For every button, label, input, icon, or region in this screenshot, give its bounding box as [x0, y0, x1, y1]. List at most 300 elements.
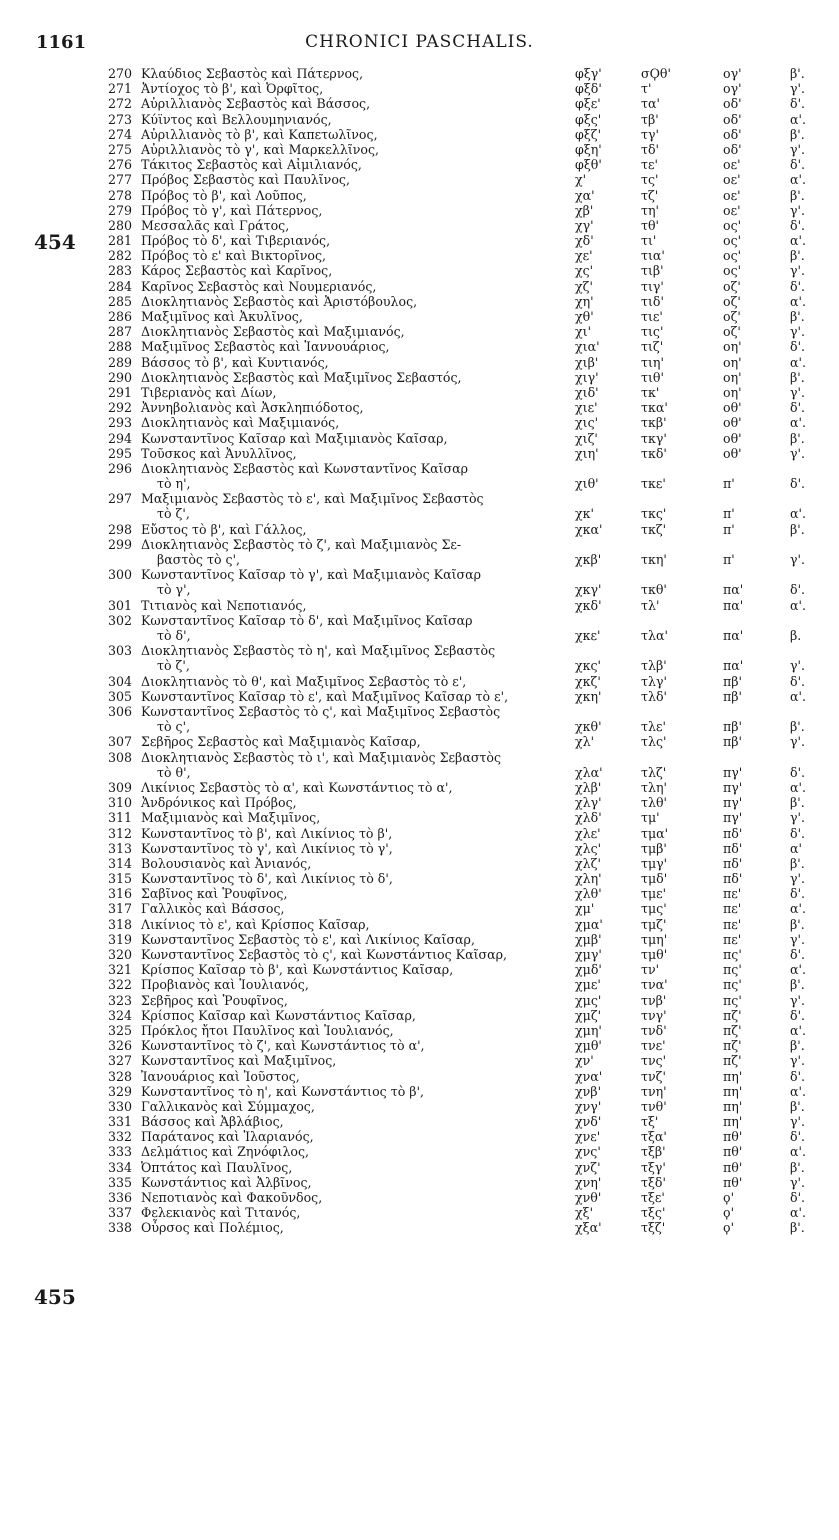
table-row	[0, 461, 839, 491]
consul-names	[141, 598, 571, 613]
indiction-numeral: γ'.	[790, 734, 805, 750]
olympiad-numeral: τκδ'	[641, 445, 667, 461]
table-row	[0, 1053, 839, 1068]
consul-names	[141, 294, 571, 309]
year-numeral: φξς'	[575, 111, 602, 127]
consul-names-line: Διοκλητιανὸς Σεβαστὸς τὸ ι', καὶ Μαξιμιανὸς Σεβαστὸς	[141, 749, 502, 765]
consul-names-line: Τιτιανὸς καὶ Νεποτιανός,	[141, 597, 307, 613]
table-row	[0, 446, 839, 461]
year-numeral: χμδ'	[575, 962, 602, 978]
cycle-numeral: πγ'	[723, 810, 743, 826]
entry-number: 310	[108, 795, 133, 811]
indiction-numeral: α'.	[790, 688, 806, 704]
year-numeral: χε'	[575, 248, 593, 264]
consul-names-line: Παράτανος καὶ Ἰλαριανός,	[141, 1129, 314, 1145]
olympiad-numeral: τι'	[641, 233, 657, 249]
cycle-numeral: πη'	[723, 1098, 743, 1114]
page-number: 1161	[36, 32, 87, 53]
consul-names-line: Γαλλικὸς καὶ Βάσσος,	[141, 901, 285, 917]
olympiad-numeral: τνε'	[641, 1038, 666, 1054]
olympiad-numeral: τμς'	[641, 901, 667, 917]
year-numeral: φξγ'	[575, 66, 602, 81]
table-row	[0, 947, 839, 962]
year-numeral: χη'	[575, 293, 594, 309]
table-row	[0, 324, 839, 339]
table-row	[0, 750, 839, 780]
indiction-numeral: α'.	[790, 597, 806, 613]
year-numeral: χλη'	[575, 871, 602, 887]
consul-names-line: Σαβῖνος καὶ Ῥουφῖνος,	[141, 886, 288, 902]
year-numeral: χα'	[575, 187, 595, 203]
table-row	[0, 1190, 839, 1205]
table-row	[0, 826, 839, 841]
consul-names-line: Κωνσταντῖνος τὸ η', καὶ Κωνστάντιος τὸ β',	[141, 1083, 425, 1099]
cycle-numeral: πη'	[723, 1083, 743, 1099]
indiction-numeral: β'.	[790, 1159, 805, 1175]
entry-number: 334	[108, 1159, 133, 1175]
indiction-numeral: α'.	[790, 1083, 806, 1099]
consul-names	[141, 962, 571, 977]
olympiad-numeral: τη'	[641, 202, 659, 218]
consul-names	[141, 446, 571, 461]
olympiad-numeral: τλ'	[641, 597, 660, 613]
cycle-numeral: π'	[723, 476, 735, 492]
indiction-numeral: β'.	[790, 719, 805, 735]
table-row	[0, 1008, 839, 1023]
consul-names-line: Αὐριλλιανὸς τὸ β', καὶ Καπετωλῖνος,	[141, 126, 378, 142]
olympiad-numeral: τλε'	[641, 719, 666, 735]
year-numeral: χλς'	[575, 840, 602, 856]
year-numeral: χλε'	[575, 825, 601, 841]
year-numeral: χν'	[575, 1053, 594, 1069]
cycle-numeral: οζ'	[723, 309, 741, 324]
year-numeral: χνγ'	[575, 1098, 602, 1114]
table-row	[0, 734, 839, 749]
consul-names-line: Κωνσταντῖνος τὸ β', καὶ Λικίνιος τὸ β',	[141, 825, 393, 841]
table-row	[0, 674, 839, 689]
consul-names-line: Κωνσταντῖνος Καῖσαρ καὶ Μαξιμιανὸς Καῖσαρ,	[141, 430, 448, 446]
entry-number: 316	[108, 886, 133, 902]
table-row	[0, 1175, 839, 1190]
consul-names	[141, 780, 571, 795]
consul-names-line: Διοκλητιανὸς Σεβαστὸς τὸ η', καὶ Μαξιμῖνος Σεβαστὸς	[141, 643, 496, 659]
entry-number: 293	[108, 415, 133, 431]
year-numeral: χλδ'	[575, 810, 602, 826]
entry-number: 277	[108, 172, 133, 188]
consul-names-line: Καρῖνος Σεβαστὸς καὶ Νουμεριανός,	[141, 278, 377, 294]
consul-names-line: Διοκλητιανὸς Σεβαστὸς τὸ ζ', καὶ Μαξιμιανὸς Σε-	[141, 536, 462, 552]
consul-names	[141, 810, 571, 825]
olympiad-numeral: τνα'	[641, 977, 668, 993]
consul-names-line: Γαλλικανὸς καὶ Σύμμαχος,	[141, 1098, 315, 1114]
indiction-numeral: α'.	[790, 111, 806, 127]
table-row	[0, 932, 839, 947]
consul-names	[141, 567, 571, 597]
olympiad-numeral: τδ'	[641, 141, 660, 157]
table-row	[0, 613, 839, 643]
entry-number: 330	[108, 1098, 133, 1114]
consul-names	[141, 81, 571, 96]
entry-number: 325	[108, 1022, 133, 1038]
table-row	[0, 233, 839, 248]
consul-names-line: Κωνσταντῖνος τὸ δ', καὶ Λικίνιος τὸ δ',	[141, 871, 393, 887]
indiction-numeral: β.	[790, 628, 802, 643]
consul-names-line: Κωνσταντῖνος Σεβαστὸς τὸ ς', καὶ Μαξιμῖνος Σεβαστὸς	[141, 703, 501, 719]
year-numeral: χμζ'	[575, 1007, 602, 1023]
cycle-numeral: πα'	[723, 628, 744, 643]
consul-names-line: Τάκιτος Σεβαστὸς καὶ Αἰμιλιανός,	[141, 157, 362, 173]
cycle-numeral: πς'	[723, 962, 742, 978]
indiction-numeral: α'.	[790, 1022, 806, 1038]
entry-number: 298	[108, 521, 133, 537]
table-row	[0, 901, 839, 916]
consul-names	[141, 689, 571, 704]
cycle-numeral: ογ'	[723, 81, 742, 97]
year-numeral: χια'	[575, 339, 600, 355]
entry-number: 306	[108, 703, 133, 719]
cycle-numeral: πθ'	[723, 1159, 743, 1175]
cycle-numeral: οδ'	[723, 111, 742, 127]
indiction-numeral: δ'.	[790, 339, 806, 355]
cycle-numeral: οε'	[723, 172, 741, 188]
consul-names-line: Κρίσπος Καῖσαρ τὸ β', καὶ Κωνστάντιος Καῖσαρ,	[141, 962, 454, 978]
table-row	[0, 279, 839, 294]
consul-names-line: Διοκλητιανὸς Σεβαστὸς καὶ Μαξιμιανός,	[141, 324, 405, 340]
consul-names	[141, 1114, 571, 1129]
table-row	[0, 841, 839, 856]
margin-page-ref: 455	[34, 1285, 76, 1309]
olympiad-numeral: τξγ'	[641, 1159, 666, 1175]
consul-names	[141, 339, 571, 354]
consul-names-line: Πρόβος τὸ δ', καὶ Τιβεριανός,	[141, 233, 331, 249]
consul-names	[141, 415, 571, 430]
table-row	[0, 157, 839, 172]
olympiad-numeral: τνς'	[641, 1053, 667, 1069]
cycle-numeral: ϙ'	[723, 1205, 735, 1221]
consul-names	[141, 355, 571, 370]
cycle-numeral: οη'	[723, 384, 742, 400]
consul-names	[141, 947, 571, 962]
year-numeral: χνη'	[575, 1174, 602, 1190]
consul-names-line: Διοκλητιανὸς τὸ θ', καὶ Μαξιμῖνος Σεβαστὸς τὸ ε',	[141, 673, 467, 689]
consul-names-line: Μαξιμῖνος καὶ Ἀκυλῖνος,	[141, 309, 303, 324]
entry-number: 281	[108, 233, 133, 249]
consul-names	[141, 1205, 571, 1220]
consul-names-continuation: βαστὸς τὸ ς',	[157, 552, 241, 568]
indiction-numeral: δ'.	[790, 1190, 806, 1205]
entry-number: 289	[108, 354, 133, 370]
cycle-numeral: πγ'	[723, 779, 743, 795]
entry-number: 280	[108, 217, 133, 233]
consul-names	[141, 522, 571, 537]
entry-number: 338	[108, 1220, 133, 1236]
olympiad-numeral: τιη'	[641, 354, 664, 370]
consul-names	[141, 248, 571, 263]
olympiad-numeral: τις'	[641, 324, 664, 340]
olympiad-numeral: τξβ'	[641, 1144, 666, 1160]
cycle-numeral: πζ'	[723, 1038, 742, 1054]
year-numeral: χγ'	[575, 217, 594, 233]
indiction-numeral: β'.	[790, 916, 805, 932]
consul-names-line: Κωνσταντῖνος καὶ Μαξιμῖνος,	[141, 1053, 337, 1069]
consul-names-continuation: τὸ ς',	[157, 719, 191, 735]
cycle-numeral: πς'	[723, 977, 742, 993]
consul-names-line: Διοκλητιανὸς Σεβαστὸς καὶ Ἀριστόβουλος,	[141, 293, 418, 309]
indiction-numeral: α'.	[790, 293, 806, 309]
consul-names-line: Διοκλητιανὸς καὶ Μαξιμιανός,	[141, 415, 340, 431]
olympiad-numeral: τλη'	[641, 779, 667, 795]
table-row	[0, 871, 839, 886]
consul-names-line: Κάρος Σεβαστὸς καὶ Καρῖνος,	[141, 263, 333, 279]
table-row	[0, 1038, 839, 1053]
indiction-numeral: δ'.	[790, 217, 806, 233]
olympiad-numeral: σϘθ'	[641, 66, 671, 81]
indiction-numeral: α'.	[790, 233, 806, 249]
entry-number: 303	[108, 643, 133, 659]
year-numeral: χμγ'	[575, 947, 602, 962]
year-numeral: χνδ'	[575, 1114, 602, 1130]
olympiad-numeral: τκη'	[641, 552, 667, 568]
olympiad-numeral: τμθ'	[641, 947, 668, 962]
year-numeral: χι'	[575, 324, 592, 340]
year-numeral: χξα'	[575, 1220, 602, 1236]
consul-names-line: Διοκλητιανὸς Σεβαστὸς καὶ Κωνσταντῖνος Καῖσαρ	[141, 460, 469, 476]
indiction-numeral: γ'.	[790, 263, 805, 279]
entry-number: 323	[108, 992, 133, 1008]
table-row	[0, 1144, 839, 1159]
olympiad-numeral: τκ'	[641, 384, 660, 400]
entry-number: 315	[108, 871, 133, 887]
cycle-numeral: ος'	[723, 217, 742, 233]
consul-names-continuation: τὸ δ',	[157, 628, 191, 644]
consul-names	[141, 127, 571, 142]
consul-names-line: Σεβῆρος καὶ Ῥουφῖνος,	[141, 992, 288, 1008]
olympiad-numeral: τνζ'	[641, 1068, 666, 1084]
year-numeral: χμα'	[575, 916, 603, 932]
table-row	[0, 370, 839, 385]
cycle-numeral: πβ'	[723, 688, 743, 704]
cycle-numeral: πα'	[723, 658, 744, 674]
table-row	[0, 810, 839, 825]
olympiad-numeral: τνβ'	[641, 992, 667, 1008]
cycle-numeral: οθ'	[723, 400, 742, 416]
consul-names-line: Βάσσος τὸ β', καὶ Κυντιανός,	[141, 354, 329, 370]
table-row	[0, 96, 839, 111]
consul-names	[141, 886, 571, 901]
table-row	[0, 886, 839, 901]
indiction-numeral: γ'.	[790, 384, 805, 400]
consul-names-line: Κλαύδιος Σεβαστὸς καὶ Πάτερνος,	[141, 66, 364, 81]
olympiad-numeral: τζ'	[641, 187, 659, 203]
indiction-numeral: γ'.	[790, 1053, 805, 1069]
year-numeral: χκδ'	[575, 597, 602, 613]
table-row	[0, 355, 839, 370]
cycle-numeral: πγ'	[723, 764, 743, 780]
consul-names	[141, 1023, 571, 1038]
indiction-numeral: δ'.	[790, 673, 806, 689]
table-row	[0, 1023, 839, 1038]
consul-names-line: Κύϊντος καὶ Βελλουμηνιανός,	[141, 111, 332, 127]
indiction-numeral: β'.	[790, 309, 805, 324]
olympiad-numeral: τβ'	[641, 111, 659, 127]
cycle-numeral: οη'	[723, 369, 742, 385]
cycle-numeral: οθ'	[723, 445, 742, 461]
table-row	[0, 203, 839, 218]
olympiad-numeral: τιε'	[641, 309, 663, 324]
table-row	[0, 127, 839, 142]
consul-names	[141, 1160, 571, 1175]
olympiad-numeral: τξδ'	[641, 1174, 666, 1190]
cycle-numeral: π'	[723, 521, 735, 537]
indiction-numeral: α'.	[790, 779, 806, 795]
indiction-numeral: β'.	[790, 521, 805, 537]
consul-names-line: Φελεκιανὸς καὶ Τιτανός,	[141, 1205, 301, 1221]
cycle-numeral: ϙ'	[723, 1190, 735, 1205]
indiction-numeral: γ'.	[790, 81, 805, 97]
entry-number: 302	[108, 612, 133, 628]
table-row	[0, 962, 839, 977]
indiction-numeral: β'.	[790, 126, 805, 142]
entry-number: 332	[108, 1129, 133, 1145]
entry-number: 322	[108, 977, 133, 993]
olympiad-numeral: τμ'	[641, 810, 660, 826]
indiction-numeral: γ'.	[790, 1174, 805, 1190]
entry-number: 336	[108, 1190, 133, 1205]
cycle-numeral: πε'	[723, 901, 742, 917]
consul-names-line: Εὔστος τὸ β', καὶ Γάλλος,	[141, 521, 307, 537]
olympiad-numeral: τλς'	[641, 734, 667, 750]
entry-number: 307	[108, 734, 133, 750]
cycle-numeral: πδ'	[723, 840, 743, 856]
year-numeral: χνβ'	[575, 1083, 602, 1099]
olympiad-numeral: τκθ'	[641, 582, 667, 598]
year-numeral: χμθ'	[575, 1038, 602, 1054]
olympiad-numeral: τνδ'	[641, 1022, 667, 1038]
consul-names	[141, 431, 571, 446]
entry-number: 321	[108, 962, 133, 978]
olympiad-numeral: τξε'	[641, 1190, 665, 1205]
indiction-numeral: γ'.	[790, 992, 805, 1008]
consul-names-line: Τοῦσκος καὶ Ἀνυλλῖνος,	[141, 445, 297, 461]
table-row	[0, 567, 839, 597]
indiction-numeral: δ'.	[790, 157, 806, 173]
table-row	[0, 263, 839, 278]
entry-number: 305	[108, 688, 133, 704]
cycle-numeral: πδ'	[723, 855, 743, 871]
cycle-numeral: οη'	[723, 339, 742, 355]
indiction-numeral: α'.	[790, 172, 806, 188]
entry-number: 312	[108, 825, 133, 841]
consul-names	[141, 841, 571, 856]
table-row	[0, 856, 839, 871]
cycle-numeral: ογ'	[723, 66, 742, 81]
table-row	[0, 1129, 839, 1144]
year-numeral: φξε'	[575, 96, 601, 112]
entry-number: 284	[108, 278, 133, 294]
entry-number: 300	[108, 567, 133, 583]
year-numeral: χιη'	[575, 445, 599, 461]
year-numeral: χνζ'	[575, 1159, 601, 1175]
consul-names	[141, 704, 571, 734]
table-row	[0, 142, 839, 157]
cycle-numeral: πδ'	[723, 825, 743, 841]
consul-names-line: Μεσσαλᾶς καὶ Γράτος,	[141, 217, 290, 233]
cycle-numeral: πα'	[723, 597, 744, 613]
entry-number: 309	[108, 779, 133, 795]
entry-number: 324	[108, 1007, 133, 1023]
cycle-numeral: ος'	[723, 263, 742, 279]
year-numeral: χλθ'	[575, 886, 602, 902]
indiction-numeral: α'.	[790, 901, 806, 917]
cycle-numeral: πζ'	[723, 1053, 742, 1069]
consul-names	[141, 1190, 571, 1205]
entry-number: 271	[108, 81, 133, 97]
consul-names-line: Αὐριλλιανὸς τὸ γ', καὶ Μαρκελλῖνος,	[141, 141, 380, 157]
consul-names-line: Κρίσπος Καῖσαρ καὶ Κωνστάντιος Καῖσαρ,	[141, 1007, 416, 1023]
consul-names	[141, 233, 571, 248]
year-numeral: χιθ'	[575, 476, 599, 492]
consul-names	[141, 309, 571, 324]
cycle-numeral: οζ'	[723, 324, 741, 340]
consul-names-line: Κωνσταντῖνος Σεβαστὸς τὸ ε', καὶ Λικίνιος Καῖσαρ,	[141, 931, 475, 947]
olympiad-numeral: τς'	[641, 172, 659, 188]
consul-names-line: Κωνσταντῖνος τὸ ζ', καὶ Κωνστάντιος τὸ α',	[141, 1038, 425, 1054]
table-row	[0, 795, 839, 810]
indiction-numeral: δ'.	[790, 582, 806, 598]
consul-names	[141, 643, 571, 673]
cycle-numeral: πθ'	[723, 1144, 743, 1160]
consul-names	[141, 1175, 571, 1190]
consul-names	[141, 537, 571, 567]
consul-names-line: Βολουσιανὸς καὶ Ἀνιανός,	[141, 855, 312, 871]
consul-names	[141, 1069, 571, 1084]
indiction-numeral: γ'.	[790, 445, 805, 461]
consul-names	[141, 385, 571, 400]
table-row	[0, 1069, 839, 1084]
year-numeral: φξη'	[575, 141, 602, 157]
olympiad-numeral: τμα'	[641, 825, 669, 841]
olympiad-numeral: τν'	[641, 962, 660, 978]
olympiad-numeral: τμε'	[641, 886, 667, 902]
table-row	[0, 1160, 839, 1175]
indiction-numeral: γ'.	[790, 810, 805, 826]
cycle-numeral: πβ'	[723, 673, 743, 689]
entry-number: 313	[108, 840, 133, 856]
consul-names	[141, 795, 571, 810]
olympiad-numeral: τνθ'	[641, 1098, 667, 1114]
table-row	[0, 689, 839, 704]
indiction-numeral: δ'.	[790, 764, 806, 780]
consul-names	[141, 734, 571, 749]
indiction-numeral: β'.	[790, 1098, 805, 1114]
indiction-numeral: γ'.	[790, 658, 805, 674]
indiction-numeral: α'.	[790, 962, 806, 978]
table-row	[0, 993, 839, 1008]
cycle-numeral: πθ'	[723, 1129, 743, 1145]
indiction-numeral: β'.	[790, 977, 805, 993]
consul-names-line: Μαξιμῖνος Σεβαστὸς καὶ Ἰαννουάριος,	[141, 339, 390, 355]
cycle-numeral: ος'	[723, 248, 742, 264]
year-numeral: χκς'	[575, 658, 602, 674]
year-numeral: χλζ'	[575, 855, 601, 871]
indiction-numeral: γ'.	[790, 1114, 805, 1130]
year-numeral: χκα'	[575, 521, 603, 537]
consul-names-line: Ἀνδρόνικος καὶ Πρόβος,	[141, 795, 297, 811]
table-row	[0, 1220, 839, 1235]
olympiad-numeral: τκβ'	[641, 415, 667, 431]
indiction-numeral: β'.	[790, 795, 805, 811]
entry-number: 327	[108, 1053, 133, 1069]
